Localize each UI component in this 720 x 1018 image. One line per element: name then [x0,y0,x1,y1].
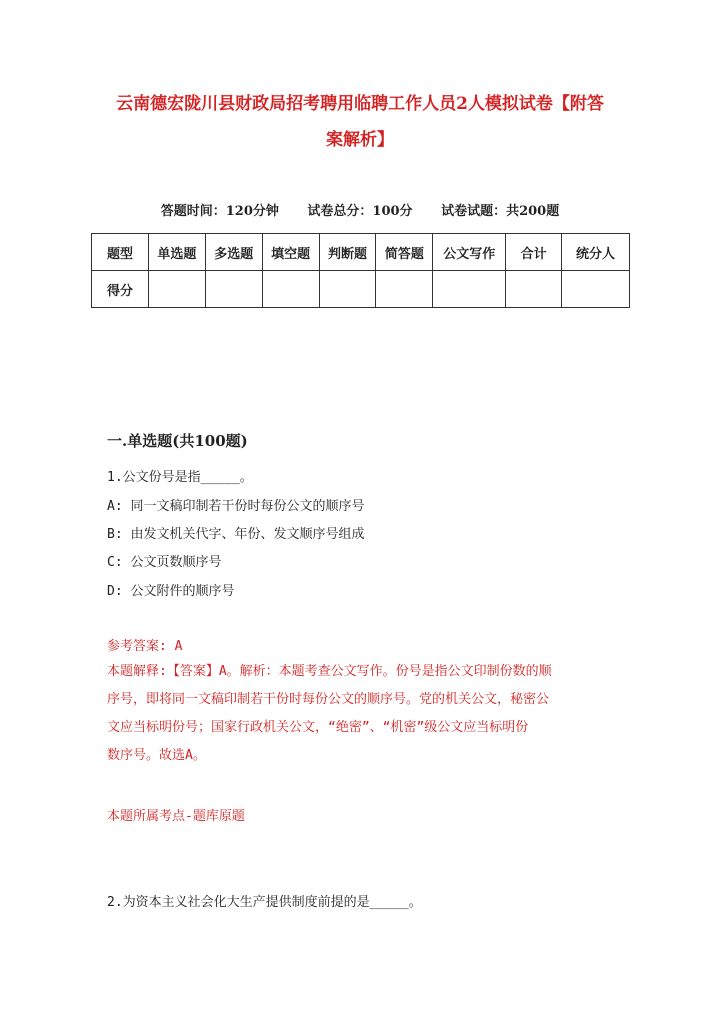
header-cell: 多选题 [205,234,262,271]
score-table-score-row [92,271,630,308]
question-1-option-b: B: 由发文机关代字、年份、发文顺序号组成 [107,527,365,542]
score-cell [319,271,376,308]
score-cell [262,271,319,308]
explanation-line: 数序号。故选A。 [107,748,206,763]
question-1-option-a: A: 同一文稿印制若干份时每份公文的顺序号 [107,499,365,514]
score-cell [205,271,262,308]
explanation-line: 序号，即将同一文稿印制若干份时每份公文的顺序号。党的机关公文，秘密公 [107,692,550,707]
question-1-stem: 1.公文份号是指_____。 [107,470,253,485]
exam-question-count: 试卷试题：共200题 [441,204,560,219]
score-table-header-row [92,234,630,271]
question-1-explanation [107,658,617,770]
question-1-answer: 参考答案: A [107,639,183,654]
score-cell [376,271,433,308]
header-cell: 填空题 [262,234,319,271]
score-cell [562,271,630,308]
exam-total-score: 试卷总分：100分 [307,204,413,219]
score-cell [506,271,562,308]
question-1-option-c: C: 公文页数顺序号 [107,555,222,570]
header-cell: 简答题 [376,234,433,271]
header-cell: 题型 [92,234,149,271]
header-cell: 合计 [506,234,562,271]
score-cell [433,271,506,308]
score-table [91,233,630,308]
exam-title-line-1: 云南德宏陇川县财政局招考聘用临聘工作人员2人模拟试卷【附答 [116,94,604,114]
exam-meta [0,200,720,219]
section-title: 一.单选题(共100题) [107,432,248,450]
exam-time: 答题时间：120分钟 [160,204,279,219]
question-1-source: 本题所属考点-题库原题 [107,809,245,824]
exam-title-line-2: 案解析】 [326,130,394,150]
question-2-stem: 2.为资本主义社会化大生产提供制度前提的是_____。 [107,895,422,910]
explanation-line: 本题解释:【答案】A。解析：本题考查公文写作。份号是指公文印制份数的顺 [107,664,552,679]
header-cell: 单选题 [148,234,205,271]
exam-title [100,86,620,158]
question-1-option-d: D: 公文附件的顺序号 [107,584,235,599]
explanation-line: 文应当标明份号；国家行政机关公文，“绝密”、“机密”级公文应当标明份 [107,720,529,735]
header-cell: 公文写作 [433,234,506,271]
header-cell: 判断题 [319,234,376,271]
header-cell: 统分人 [562,234,630,271]
score-cell [148,271,205,308]
row-label-cell: 得分 [92,271,149,308]
